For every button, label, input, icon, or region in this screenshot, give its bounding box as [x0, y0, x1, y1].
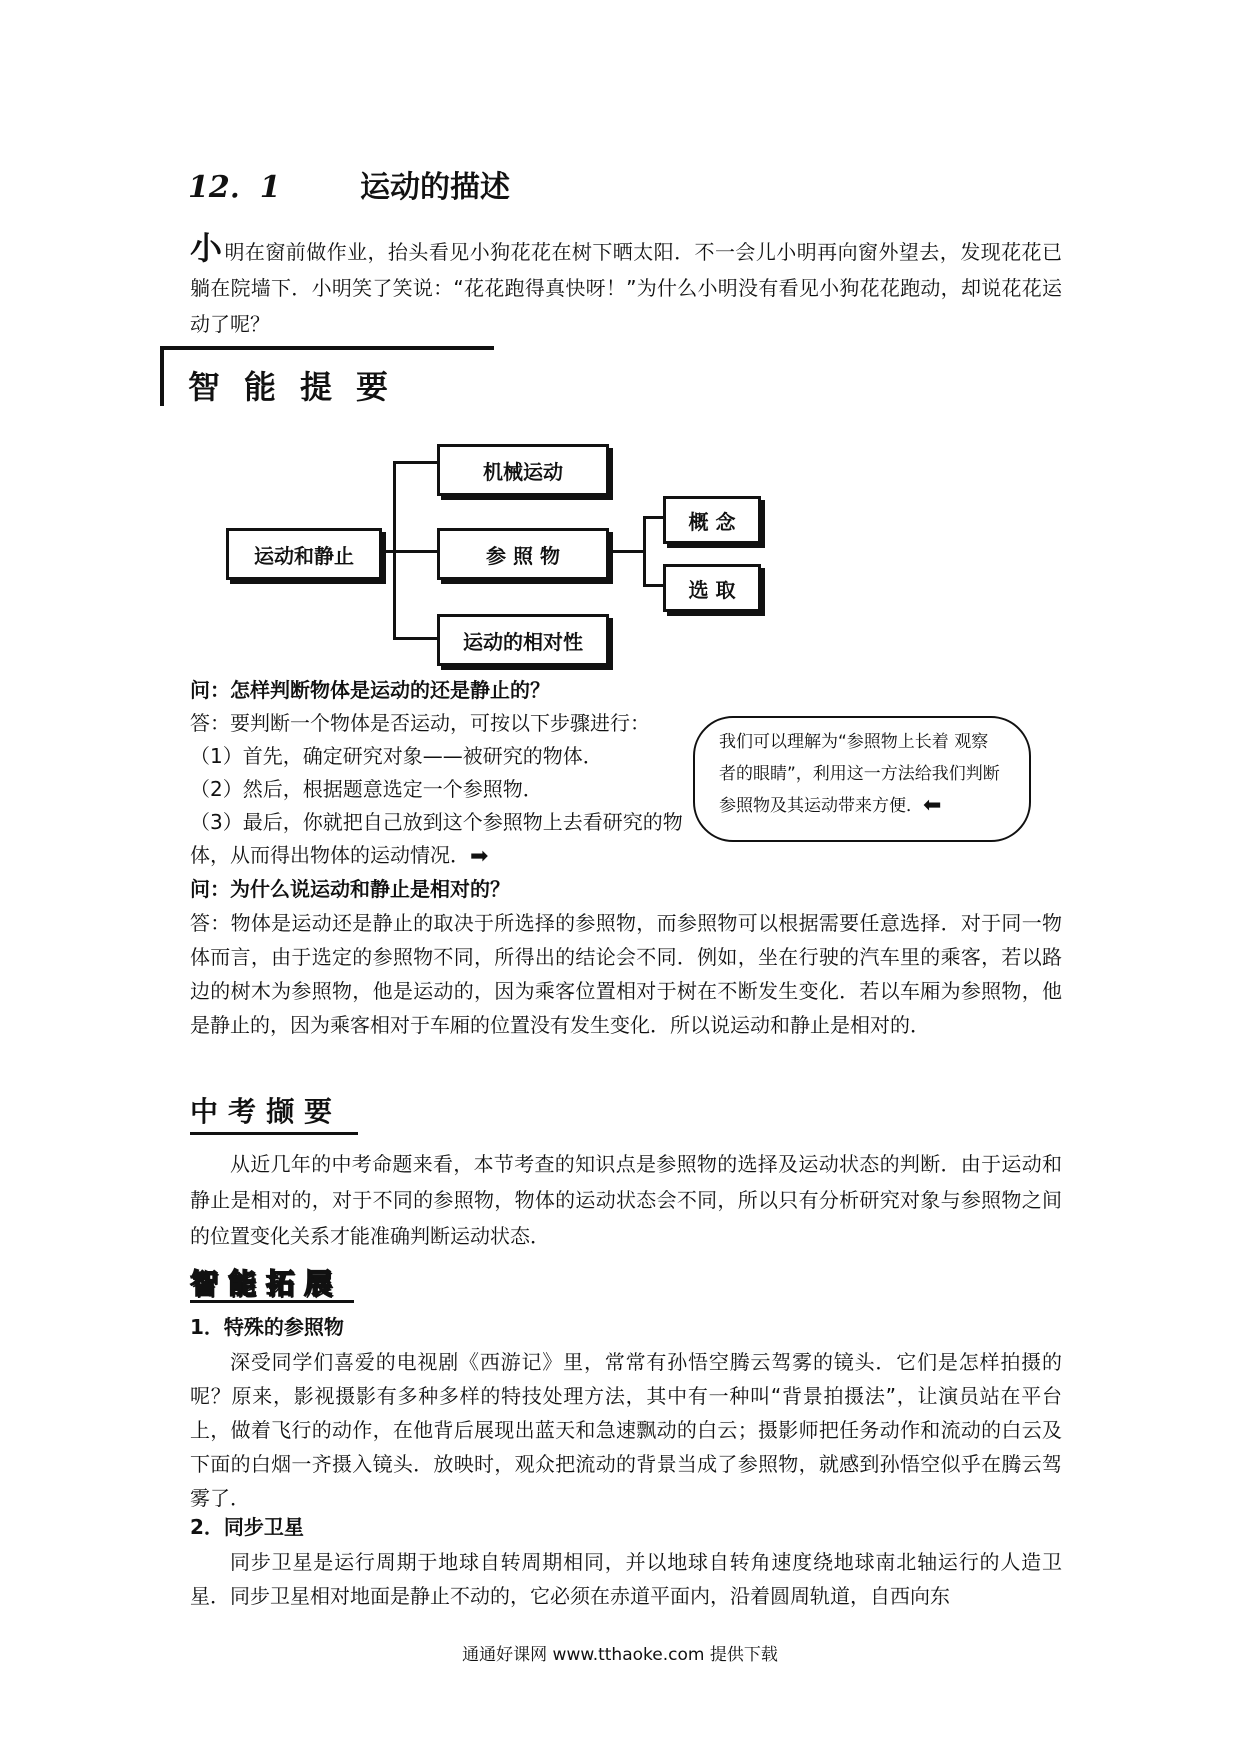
heading-underline [190, 1300, 354, 1303]
section-name: 运动的描述 [360, 170, 510, 205]
connector [393, 461, 437, 464]
callout-text: 我们可以理解为“参照物上长着 观察者的眼睛”，利用这一方法给我们判断参照物及其运动带来方便． [719, 732, 1000, 816]
callout-bubble [693, 716, 1031, 842]
page-footer: 通通好课网 www.tthaoke.com 提供下载 [462, 1645, 778, 1665]
section-heading-zhineng-tuozhan: 智能拓展 [190, 1267, 343, 1300]
section2-paragraph: 从近几年的中考命题来看，本节考查的知识点是参照物的选择及运动状态的判断．由于运动和静止是相对的，对于不同的参照物，物体的运动状态会不同，所以只有分析研究对象与参照物之间的位置变化关系才能准确判断运动状态． [190, 1152, 1062, 1248]
left-arrow-icon: ⬅ [923, 793, 942, 818]
right-arrow-icon: ➡ [470, 844, 489, 869]
qa-block-1 [190, 674, 690, 873]
connector [643, 516, 646, 586]
connector [393, 637, 437, 640]
section-heading-zhineng-tiyao: 智能提要 [160, 346, 494, 406]
question: 问：为什么说运动和静止是相对的？ [190, 877, 510, 901]
answer-intro: 答：要判断一个物体是否运动，可按以下步骤进行： [190, 711, 650, 735]
diagram-root-box: 运动和静止 [226, 528, 382, 580]
section-heading-zhongkao-xieyao: 中考撷要 [190, 1095, 343, 1128]
diagram-leaf-box: 概 念 [663, 496, 761, 544]
diagram-branch-box: 机械运动 [437, 444, 609, 496]
diagram-branch-box: 运动的相对性 [437, 614, 609, 666]
connector [643, 516, 663, 519]
intro-text: 明在窗前做作业，抬头看见小狗花花在树下晒太阳．不一会儿小明再向窗外望去，发现花花已躺在院墙下．小明笑了笑说：“花花跑得真快呀！”为什么小明没有看见小狗花花跑动，却说花花运动了呢？ [190, 240, 1062, 336]
heading-underline [190, 1132, 358, 1135]
answer-step-with-arrow: （3）最后，你就把自己放到这个参照物上去看研究的物体，从而得出物体的运动情况．➡ [190, 806, 690, 873]
subsection-paragraph: 深受同学们喜爱的电视剧《西游记》里，常常有孙悟空腾云驾雾的镜头．它们是怎样拍摄的呢？原来，影视摄影有多种多样的特技处理方法，其中有一种叫“背景拍摄法”，让演员站在平台上，做着飞行的动作，在他背后展现出蓝天和急速飘动的白云；摄影师把任务动作和流动的白云及下面的白烟一齐摄入镜头．放映时，观众把流动的背景当成了参照物，就感到孙悟空似乎在腾云驾雾了． [190, 1350, 1062, 1510]
subsection-title: 1．特殊的参照物 [190, 1315, 344, 1339]
qa-block-2 [190, 872, 1062, 1042]
section-number: 12．1 [188, 170, 281, 205]
answer: 答：物体是运动还是静止的取决于所选择的参照物，而参照物可以根据需要任意选择．对于同一物体而言，由于选定的参照物不同，所得出的结论会不同．例如，坐在行驶的汽车里的乘客，若以路边的树木为参照物，他是运动的，因为乘客位置相对于树在不断发生变化．若以车厢为参照物，他是静止的，因为乘客相对于车厢的位置没有发生变化．所以说运动和静止是相对的． [190, 911, 1062, 1037]
diagram-branch-box: 参 照 物 [437, 528, 609, 580]
diagram-leaf-box: 选 取 [663, 564, 761, 612]
subsection-paragraph: 同步卫星是运行周期于地球自转周期相同，并以地球自转角速度绕地球南北轴运行的人造卫星．同步卫星相对地面是静止不动的，它必须在赤道平面内，沿着圆周轨道，自西向东 [190, 1550, 1062, 1608]
answer-step: （2）然后，根据题意选定一个参照物． [190, 777, 543, 801]
connector [393, 550, 437, 553]
question: 问：怎样判断物体是运动的还是静止的？ [190, 678, 550, 702]
connector [608, 550, 644, 553]
subsection-title: 2．同步卫星 [190, 1515, 304, 1539]
drop-cap: 小 [190, 229, 223, 267]
connector [643, 584, 663, 587]
answer-step: （1）首先，确定研究对象——被研究的物体． [190, 744, 603, 768]
